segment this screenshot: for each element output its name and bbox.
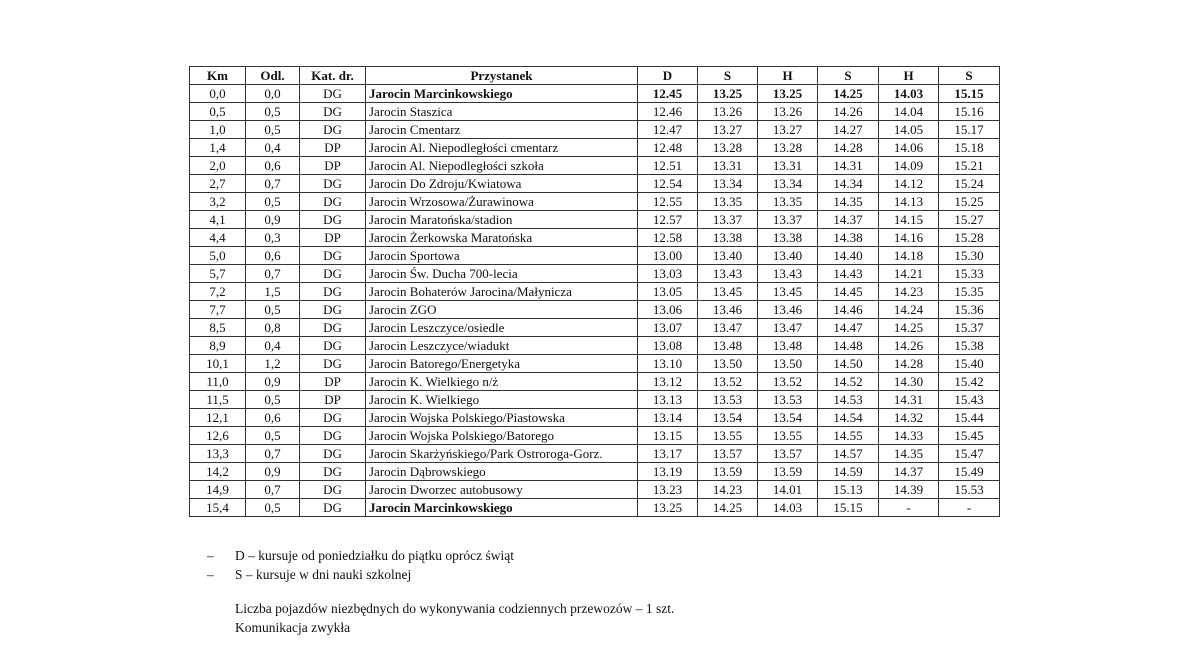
table-cell: 15.38 (939, 337, 1000, 355)
table-cell: 13.06 (638, 301, 698, 319)
table-cell: 12,1 (190, 409, 246, 427)
column-header: Kat. dr. (300, 67, 366, 85)
column-header: Odl. (246, 67, 300, 85)
table-cell: 14,2 (190, 463, 246, 481)
column-header: S (818, 67, 879, 85)
table-cell: 14.46 (818, 301, 879, 319)
table-cell: 15.44 (939, 409, 1000, 427)
table-cell: 15.40 (939, 355, 1000, 373)
stop-name-cell: Jarocin Batorego/Energetyka (366, 355, 638, 373)
table-cell: 15.30 (939, 247, 1000, 265)
table-cell: - (939, 499, 1000, 517)
table-cell: DG (300, 301, 366, 319)
table-cell: 13.48 (698, 337, 758, 355)
stop-name-cell: Jarocin Św. Ducha 700-lecia (366, 265, 638, 283)
table-row (190, 139, 1000, 157)
table-cell: 13.23 (638, 481, 698, 499)
table-cell: 11,5 (190, 391, 246, 409)
table-cell: 14.39 (879, 481, 939, 499)
table-cell: 13.31 (758, 157, 818, 175)
stop-name-cell: Jarocin Al. Niepodległości szkoła (366, 157, 638, 175)
table-cell: 0,5 (246, 193, 300, 211)
table-cell: 14.16 (879, 229, 939, 247)
table-cell: 12.57 (638, 211, 698, 229)
table-row (190, 211, 1000, 229)
table-cell: 15,4 (190, 499, 246, 517)
table-cell: 13.54 (698, 409, 758, 427)
table-cell: 14.43 (818, 265, 879, 283)
table-cell: 13.47 (698, 319, 758, 337)
table-cell: 13.35 (698, 193, 758, 211)
table-cell: 15.36 (939, 301, 1000, 319)
table-cell: 0,0 (190, 85, 246, 103)
stop-name-cell: Jarocin Bohaterów Jarocina/Małynicza (366, 283, 638, 301)
table-cell: DG (300, 355, 366, 373)
table-cell: DG (300, 265, 366, 283)
table-cell: DG (300, 121, 366, 139)
timetable (189, 66, 1000, 517)
column-header: Km (190, 67, 246, 85)
table-cell: 15.15 (818, 499, 879, 517)
table-cell: 14.26 (818, 103, 879, 121)
table-cell: 0,5 (190, 103, 246, 121)
table-cell: 15.53 (939, 481, 1000, 499)
table-cell: 1,2 (246, 355, 300, 373)
table-row (190, 373, 1000, 391)
stop-name-cell: Jarocin Wojska Polskiego/Piastowska (366, 409, 638, 427)
table-cell: 14.04 (879, 103, 939, 121)
table-cell: 13.52 (698, 373, 758, 391)
table-cell: 14.09 (879, 157, 939, 175)
table-cell: 0,7 (246, 481, 300, 499)
table-cell: 15.45 (939, 427, 1000, 445)
table-cell: 13.40 (758, 247, 818, 265)
table-cell: 13.27 (758, 121, 818, 139)
table-cell: 12.51 (638, 157, 698, 175)
summary-info (235, 599, 674, 637)
table-cell: 13.50 (698, 355, 758, 373)
footnotes (207, 546, 514, 584)
table-row (190, 121, 1000, 139)
table-cell: 12,6 (190, 427, 246, 445)
table-cell: 13.28 (758, 139, 818, 157)
stop-name-cell: Jarocin Żerkowska Maratońska (366, 229, 638, 247)
table-cell: 13.34 (698, 175, 758, 193)
stop-name-cell: Jarocin Do Zdroju/Kwiatowa (366, 175, 638, 193)
table-cell: 14.40 (818, 247, 879, 265)
table-cell: 14.52 (818, 373, 879, 391)
table-cell: 13.14 (638, 409, 698, 427)
table-cell: 13.10 (638, 355, 698, 373)
table-cell: 14.25 (818, 85, 879, 103)
table-cell: DG (300, 175, 366, 193)
table-cell: 13.19 (638, 463, 698, 481)
table-cell: 14.59 (818, 463, 879, 481)
table-cell: 13.57 (758, 445, 818, 463)
table-cell: 13.59 (758, 463, 818, 481)
table-cell: 13.26 (698, 103, 758, 121)
table-cell: 14.25 (879, 319, 939, 337)
table-cell: 13.53 (698, 391, 758, 409)
table-cell: DG (300, 499, 366, 517)
table-cell: DG (300, 445, 366, 463)
table-cell: 13.54 (758, 409, 818, 427)
table-cell: 0,9 (246, 463, 300, 481)
table-cell: 13.03 (638, 265, 698, 283)
table-cell: 12.55 (638, 193, 698, 211)
table-cell: 8,9 (190, 337, 246, 355)
stop-name-cell: Jarocin ZGO (366, 301, 638, 319)
table-cell: 15.15 (939, 85, 1000, 103)
table-cell: 5,7 (190, 265, 246, 283)
table-row (190, 265, 1000, 283)
stop-name-cell: Jarocin Al. Niepodległości cmentarz (366, 139, 638, 157)
table-cell: 13.12 (638, 373, 698, 391)
table-cell: 14.35 (879, 445, 939, 463)
table-cell: DG (300, 319, 366, 337)
table-cell: 0,9 (246, 373, 300, 391)
table-cell: 13.28 (698, 139, 758, 157)
stop-name-cell: Jarocin Maratońska/stadion (366, 211, 638, 229)
table-cell: 14.48 (818, 337, 879, 355)
table-cell: 12.47 (638, 121, 698, 139)
service-type-text: Komunikacja zwykła (235, 620, 351, 635)
stop-name-cell: Jarocin Staszica (366, 103, 638, 121)
table-cell: 14.54 (818, 409, 879, 427)
table-row (190, 391, 1000, 409)
table-cell: 14.50 (818, 355, 879, 373)
stop-name-cell: Jarocin Leszczyce/wiadukt (366, 337, 638, 355)
table-row (190, 157, 1000, 175)
table-row (190, 337, 1000, 355)
table-cell: 14.26 (879, 337, 939, 355)
table-cell: DG (300, 85, 366, 103)
table-cell: 13.48 (758, 337, 818, 355)
table-cell: 13.38 (698, 229, 758, 247)
table-cell: 7,2 (190, 283, 246, 301)
table-cell: 12.48 (638, 139, 698, 157)
stop-name-cell: Jarocin K. Wielkiego (366, 391, 638, 409)
table-cell: 0,6 (246, 409, 300, 427)
table-cell: 15.47 (939, 445, 1000, 463)
column-header: Przystanek (366, 67, 638, 85)
table-cell: 1,4 (190, 139, 246, 157)
table-cell: 15.42 (939, 373, 1000, 391)
stop-name-cell: Jarocin K. Wielkiego n/ż (366, 373, 638, 391)
table-cell: 12.54 (638, 175, 698, 193)
table-row (190, 481, 1000, 499)
column-header: D (638, 67, 698, 85)
table-cell: 0,6 (246, 157, 300, 175)
table-cell: 13.26 (758, 103, 818, 121)
table-cell: 14.28 (818, 139, 879, 157)
stop-name-cell: Jarocin Dworzec autobusowy (366, 481, 638, 499)
table-cell: 14.18 (879, 247, 939, 265)
table-cell: 13.45 (698, 283, 758, 301)
table-cell: 4,1 (190, 211, 246, 229)
table-row (190, 463, 1000, 481)
table-cell: 15.49 (939, 463, 1000, 481)
table-cell: 15.37 (939, 319, 1000, 337)
table-cell: DG (300, 247, 366, 265)
table-cell: - (879, 499, 939, 517)
table-cell: 15.17 (939, 121, 1000, 139)
table-cell: 14.13 (879, 193, 939, 211)
table-cell: 13.45 (758, 283, 818, 301)
table-cell: 0,5 (246, 103, 300, 121)
table-cell: DP (300, 373, 366, 391)
table-cell: DG (300, 481, 366, 499)
table-cell: 13.57 (698, 445, 758, 463)
table-row (190, 247, 1000, 265)
table-cell: 13.46 (698, 301, 758, 319)
table-cell: 14.21 (879, 265, 939, 283)
table-cell: 8,5 (190, 319, 246, 337)
table-row (190, 103, 1000, 121)
table-cell: DG (300, 211, 366, 229)
table-cell: 5,0 (190, 247, 246, 265)
table-cell: 0,8 (246, 319, 300, 337)
table-cell: 13.46 (758, 301, 818, 319)
table-cell: 14.37 (818, 211, 879, 229)
stop-name-cell: Jarocin Dąbrowskiego (366, 463, 638, 481)
table-cell: 13.00 (638, 247, 698, 265)
table-cell: 14.31 (818, 157, 879, 175)
table-cell: 13.07 (638, 319, 698, 337)
table-cell: 13.55 (758, 427, 818, 445)
column-header: H (879, 67, 939, 85)
table-cell: 15.18 (939, 139, 1000, 157)
table-cell: 13.17 (638, 445, 698, 463)
bullet-dash: – (207, 548, 214, 563)
table-cell: 14.01 (758, 481, 818, 499)
table-cell: 0,7 (246, 175, 300, 193)
table-cell: 14.32 (879, 409, 939, 427)
table-cell: 0,0 (246, 85, 300, 103)
table-cell: 13.15 (638, 427, 698, 445)
table-cell: 14.15 (879, 211, 939, 229)
table-cell: 14.34 (818, 175, 879, 193)
table-cell: 14.28 (879, 355, 939, 373)
table-row (190, 445, 1000, 463)
table-cell: 0,7 (246, 265, 300, 283)
table-cell: 0,5 (246, 427, 300, 445)
table-cell: 13.08 (638, 337, 698, 355)
table-cell: 15.16 (939, 103, 1000, 121)
table-body (190, 85, 1000, 517)
table-cell: 14.45 (818, 283, 879, 301)
table-cell: 10,1 (190, 355, 246, 373)
table-cell: 14.30 (879, 373, 939, 391)
table-cell: 0,4 (246, 337, 300, 355)
table-cell: 14.03 (879, 85, 939, 103)
table-cell: 13.34 (758, 175, 818, 193)
table-cell: 13.52 (758, 373, 818, 391)
table-cell: 11,0 (190, 373, 246, 391)
table-cell: 15.28 (939, 229, 1000, 247)
table-cell: 13.31 (698, 157, 758, 175)
table-cell: 14.33 (879, 427, 939, 445)
table-cell: 13.27 (698, 121, 758, 139)
table-cell: 0,7 (246, 445, 300, 463)
table-cell: 14.55 (818, 427, 879, 445)
table-cell: 14.05 (879, 121, 939, 139)
table-cell: 4,4 (190, 229, 246, 247)
table-cell: 14.25 (698, 499, 758, 517)
table-cell: 14.23 (879, 283, 939, 301)
table-cell: 0,5 (246, 121, 300, 139)
table-cell: 13.53 (758, 391, 818, 409)
table-cell: 15.43 (939, 391, 1000, 409)
table-cell: DG (300, 337, 366, 355)
table-cell: 13.59 (698, 463, 758, 481)
table-cell: 14.12 (879, 175, 939, 193)
table-cell: 15.13 (818, 481, 879, 499)
table-cell: 0,6 (246, 247, 300, 265)
table-cell: 0,5 (246, 391, 300, 409)
table-cell: 13.43 (698, 265, 758, 283)
table-cell: 14.23 (698, 481, 758, 499)
table-row (190, 319, 1000, 337)
table-cell: DG (300, 283, 366, 301)
table-cell: DG (300, 103, 366, 121)
table-row (190, 175, 1000, 193)
table-cell: 12.58 (638, 229, 698, 247)
table-cell: 13.43 (758, 265, 818, 283)
table-cell: 0,9 (246, 211, 300, 229)
table-cell: 15.35 (939, 283, 1000, 301)
stop-name-cell: Jarocin Cmentarz (366, 121, 638, 139)
table-cell: 14.37 (879, 463, 939, 481)
table-cell: 14.35 (818, 193, 879, 211)
table-cell: 13.40 (698, 247, 758, 265)
table-row (190, 499, 1000, 517)
table-cell: 13.25 (638, 499, 698, 517)
table-cell: 13.25 (698, 85, 758, 103)
table-cell: 14.31 (879, 391, 939, 409)
table-cell: 12.46 (638, 103, 698, 121)
table-cell: 13.47 (758, 319, 818, 337)
table-cell: 13.38 (758, 229, 818, 247)
table-cell: 2,0 (190, 157, 246, 175)
stop-name-cell: Jarocin Marcinkowskiego (366, 499, 638, 517)
vehicles-count-text: Liczba pojazdów niezbędnych do wykonywania codziennych przewozów – 1 szt. (235, 601, 675, 616)
bullet-dash: – (207, 567, 214, 582)
table-cell: 7,7 (190, 301, 246, 319)
column-header: H (758, 67, 818, 85)
table-cell: 12.45 (638, 85, 698, 103)
table-cell: 14.06 (879, 139, 939, 157)
table-cell: 15.25 (939, 193, 1000, 211)
table-cell: DG (300, 409, 366, 427)
stop-name-cell: Jarocin Sportowa (366, 247, 638, 265)
table-cell: 13.25 (758, 85, 818, 103)
stop-name-cell: Jarocin Marcinkowskiego (366, 85, 638, 103)
table-cell: 14.03 (758, 499, 818, 517)
table-cell: 13.55 (698, 427, 758, 445)
table-cell: 0,5 (246, 499, 300, 517)
column-header: S (698, 67, 758, 85)
table-cell: 13,3 (190, 445, 246, 463)
table-cell: 15.24 (939, 175, 1000, 193)
table-row (190, 409, 1000, 427)
stop-name-cell: Jarocin Leszczyce/osiedle (366, 319, 638, 337)
table-row (190, 427, 1000, 445)
table-cell: 13.13 (638, 391, 698, 409)
table-cell: 13.37 (758, 211, 818, 229)
table-cell: 14.27 (818, 121, 879, 139)
table-cell: 14.57 (818, 445, 879, 463)
footnote-text: D – kursuje od poniedziałku do piątku oprócz świąt (235, 548, 514, 563)
table-cell: 15.21 (939, 157, 1000, 175)
table-row (190, 85, 1000, 103)
table-cell: 14.38 (818, 229, 879, 247)
table-cell: 15.33 (939, 265, 1000, 283)
table-cell: DG (300, 427, 366, 445)
table-cell: DG (300, 193, 366, 211)
header-row (190, 67, 1000, 85)
table-cell: 1,0 (190, 121, 246, 139)
footnote-s (207, 565, 514, 584)
table-cell: 13.35 (758, 193, 818, 211)
table-cell: 0,5 (246, 301, 300, 319)
table-cell: 14.53 (818, 391, 879, 409)
table-cell: 13.37 (698, 211, 758, 229)
stop-name-cell: Jarocin Wrzosowa/Żurawinowa (366, 193, 638, 211)
table-row (190, 355, 1000, 373)
table-row (190, 283, 1000, 301)
table-cell: 14.24 (879, 301, 939, 319)
table-cell: 14.47 (818, 319, 879, 337)
table-row (190, 193, 1000, 211)
footnote-d (207, 546, 514, 565)
table-row (190, 301, 1000, 319)
table-cell: DP (300, 391, 366, 409)
table-cell: 14,9 (190, 481, 246, 499)
table-cell: DP (300, 139, 366, 157)
table-cell: 15.27 (939, 211, 1000, 229)
footnote-text: S – kursuje w dni nauki szkolnej (235, 567, 412, 582)
table-cell: DG (300, 463, 366, 481)
table-cell: 0,4 (246, 139, 300, 157)
table-cell: 2,7 (190, 175, 246, 193)
table-cell: DP (300, 157, 366, 175)
table-cell: 13.05 (638, 283, 698, 301)
column-header: S (939, 67, 1000, 85)
table-row (190, 229, 1000, 247)
table-cell: 3,2 (190, 193, 246, 211)
table-cell: 0,3 (246, 229, 300, 247)
table-cell: 13.50 (758, 355, 818, 373)
stop-name-cell: Jarocin Wojska Polskiego/Batorego (366, 427, 638, 445)
table-cell: 1,5 (246, 283, 300, 301)
stop-name-cell: Jarocin Skarżyńskiego/Park Ostroroga-Gorz. (366, 445, 638, 463)
table-cell: DP (300, 229, 366, 247)
